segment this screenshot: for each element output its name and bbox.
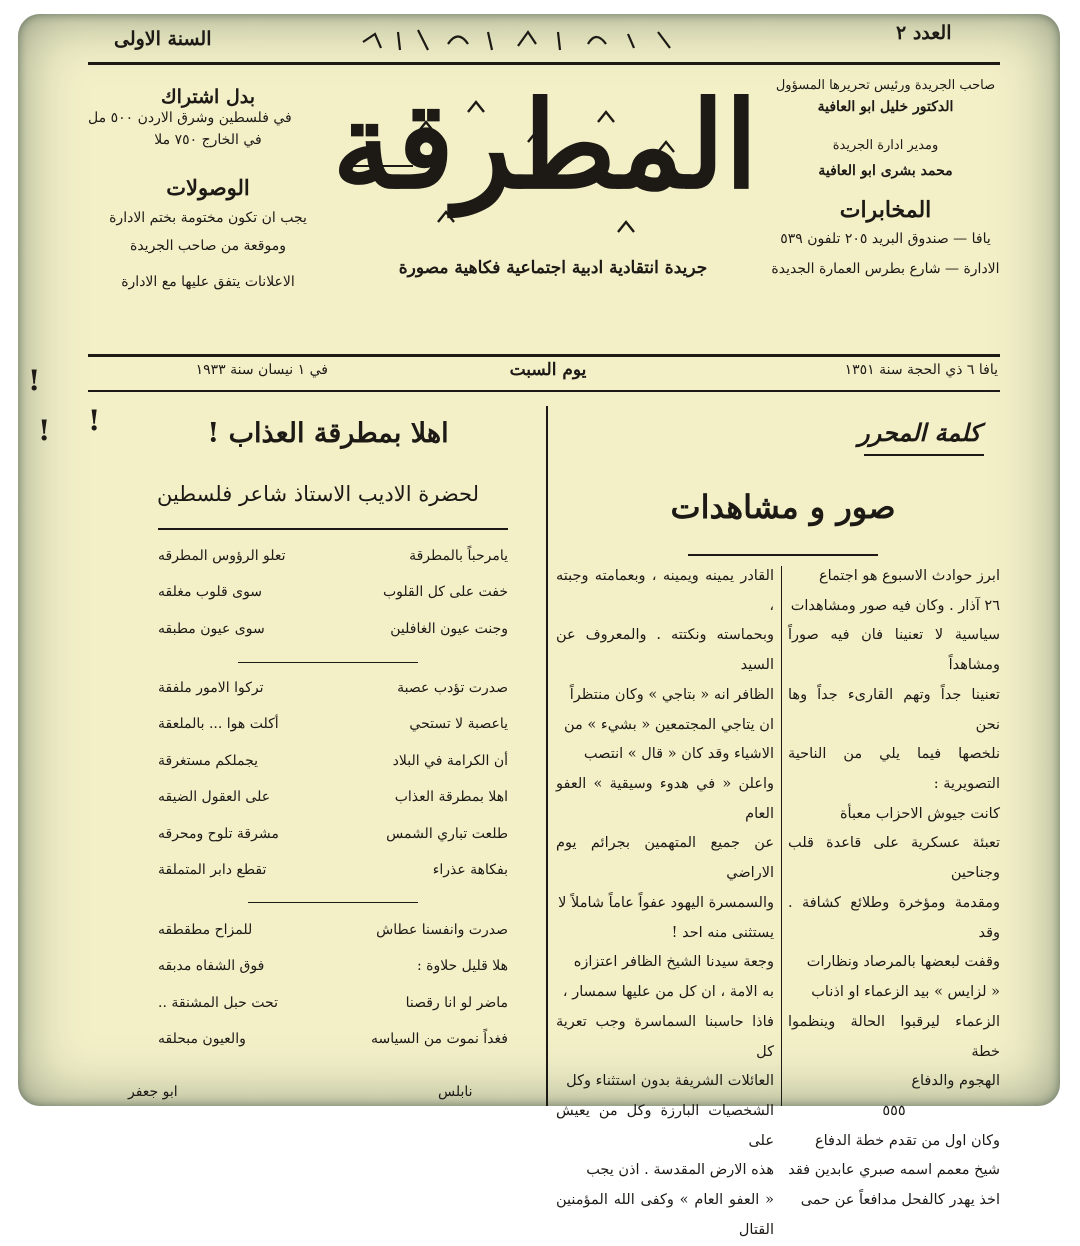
masthead-title: المطرقة — [332, 75, 758, 216]
column-line: والسمسرة اليهود عفواً عاماً شاملاً لا — [558, 894, 774, 911]
column-line: الزعماء ليرقبوا الحالة وينظموا خطة — [788, 1013, 1000, 1060]
poem-byline: لحضرة الاديب الاستاذ شاعر فلسطين — [157, 482, 479, 506]
manager-name: محمد بشرى ابو العافية — [818, 163, 953, 180]
margin-mark: ! — [38, 414, 51, 447]
manager-label: ومدير ادارة الجريدة — [832, 138, 939, 154]
correspondence-line-1: يافا — صندوق البريد ٢٠٥ تلفون ٥٣٩ — [780, 230, 991, 247]
dateline-gregorian: في ١ نيسان سنة ١٩٣٣ — [195, 362, 328, 378]
poem-verse — [158, 538, 508, 574]
verse-first-half: أن الكرامة في البلاد — [392, 752, 508, 769]
owner-name: الدكتور خليل ابو العافية — [817, 98, 954, 115]
byline-underline — [158, 528, 508, 530]
column-line: ٥٥٥ — [882, 1102, 906, 1119]
poem-sign-name: ابو جعفر — [128, 1084, 178, 1100]
dateline-day: يوم السبت — [509, 360, 587, 380]
verse-second-half: أكلت هوا ... بالملعقة — [158, 716, 279, 733]
column-line: شيخ معمم اسمه صبري عابدين فقد — [788, 1162, 1000, 1179]
verse-first-half: ماضر لو انا رقصنا — [405, 994, 508, 1011]
column-line: سياسية لا تعنينا فان فيه صوراً ومشاهداً — [788, 627, 1000, 674]
editorial-column-b — [556, 562, 774, 1246]
margin-mark: ! — [88, 404, 101, 437]
column-line: « العفو العام » وكفى الله المؤمنين القتال — [556, 1192, 774, 1238]
verse-second-half: تركوا الامور ملفقة — [158, 680, 264, 696]
column-line: هذه الارض المقدسة . اذن يجب — [586, 1162, 774, 1179]
issue-number: العدد ٢ — [896, 22, 952, 44]
verse-second-half: للمزاح مطقطقه — [158, 922, 253, 938]
verse-second-half: فوق الشفاه مدبقه — [158, 958, 265, 975]
masthead-ornaments — [378, 92, 728, 242]
verse-second-half: يجملكم مستغرقة — [158, 752, 259, 769]
column-line: نلخصها فيما يلي من الناحية التصويرية : — [788, 746, 1000, 793]
stanza-divider-2 — [248, 902, 418, 903]
verse-second-half: على العقول الضيقه — [158, 789, 271, 806]
top-rule — [88, 62, 1000, 65]
column-line: الهجوم والدفاع — [911, 1073, 1000, 1090]
verse-first-half: وجنت عيون الغافلين — [390, 620, 508, 637]
poem-verse — [158, 912, 508, 948]
poem-verse — [158, 574, 508, 610]
margin-mark: ! — [28, 364, 41, 397]
receipts-line-1: يجب ان تكون مختومة بختم الادارة — [109, 210, 307, 227]
column-line: الشخصيات البارزة وكل من يعيش على — [556, 1102, 774, 1149]
masthead — [332, 75, 758, 296]
verse-second-half: مشرقة تلوح ومحرقه — [158, 825, 279, 842]
dateline-bottom-rule — [88, 390, 1000, 392]
correspondence-line-2: الادارة — شارع بطرس العمارة الجديدة — [771, 260, 1000, 277]
verse-first-half: طلعت تباري الشمس — [386, 825, 508, 842]
verse-first-half: صدرت تؤدب عصبة — [397, 680, 508, 696]
column-line: به الامة ، ان كل من عليها سمسار ، — [562, 984, 774, 1001]
column-line: ومقدمة ومؤخرة وطلائع كشافة . وقد — [788, 894, 1000, 941]
section-label: كلمة المحرر — [858, 418, 981, 447]
verse-second-half: تحت حبل المشنقة .. — [158, 994, 278, 1011]
column-line: وجعة سيدنا الشيخ الظافر اعتزازه — [573, 954, 774, 971]
verse-second-half: تقطع دابر المتملقة — [158, 861, 267, 878]
column-line: ٢٦ آذار . وكان فيه صور ومشاهدات — [790, 597, 1000, 614]
poem-verse — [158, 743, 508, 779]
poem-verse — [158, 706, 508, 742]
subscription-abroad: في الخارج ٧٥٠ ملا — [154, 131, 262, 148]
verse-first-half: صدرت وانفسنا عطاش — [376, 922, 508, 938]
correspondence-title: المخابرات — [839, 196, 932, 223]
column-line: عن جميع المتهمين بجرائم يوم الاراضي — [556, 835, 774, 882]
poem-sign-place: نابلس — [438, 1084, 473, 1100]
verse-second-half: سوى عيون مطبقه — [158, 620, 265, 637]
column-line: العائلات الشريفة بدون استثناء وكل — [566, 1073, 774, 1090]
column-line: اخذ يهدر كالفحل مدافعاً عن حمى — [800, 1192, 1000, 1209]
column-line: « لزايس » بيد الزعماء او اذناب — [811, 984, 1000, 1001]
editorial-column-a — [788, 562, 1000, 1216]
newspaper-page — [18, 14, 1060, 1238]
poem-verse — [158, 1021, 508, 1057]
inner-column-divider — [781, 566, 782, 1106]
verse-first-half: بفكاهة عذراء — [432, 861, 508, 878]
poem-verse — [158, 779, 508, 815]
poem-verse — [158, 670, 508, 706]
poem-stanza-2 — [158, 670, 508, 888]
column-line: وقفت لبعضها بالمرصاد ونظارات — [806, 954, 1000, 971]
verse-second-half: تعلو الرؤوس المطرقه — [158, 548, 286, 564]
column-line: تعبئة عسكرية على قاعدة قلب وجناحين — [788, 835, 1000, 882]
poem-verse — [158, 985, 508, 1021]
handwritten-scribble — [358, 24, 688, 54]
poem-stanza-1 — [158, 538, 508, 647]
year-label: السنة الاولى — [114, 28, 212, 50]
masthead-tagline: جريدة انتقادية ادبية اجتماعية فكاهية مصورة — [398, 258, 708, 278]
column-line: تعنينا جداً وتهم القارىء جداً وها نحن — [788, 686, 1000, 733]
verse-first-half: خفت على كل القلوب — [382, 584, 508, 601]
column-line: ان يتاجي المجتمعين « بشيء » من — [564, 716, 774, 733]
subscription-box — [88, 86, 328, 293]
verse-first-half: ياعصبة لا تستحي — [409, 716, 508, 733]
poem-headline: اهلا بمطرقة العذاب ! — [207, 418, 449, 449]
receipts-title: الوصولات — [166, 175, 250, 201]
column-line: وبحماسته ونكتته . والمعروف عن السيد — [556, 627, 774, 674]
subscription-local: في فلسطين وشرق الاردن ٥٠٠ مل — [88, 110, 292, 126]
ads-line: الاعلانات يتفق عليها مع الادارة — [121, 273, 295, 290]
column-line: وكان اول من تقدم خطة الدفاع — [814, 1132, 1000, 1149]
owner-label: صاحب الجريدة ورئيس تحريرها المسؤول — [775, 78, 996, 93]
column-line: ابرز حوادث الاسبوع هو اجتماع — [818, 568, 1000, 584]
verse-second-half: والعيون مبحلقه — [158, 1031, 246, 1048]
verse-second-half: سوى قلوب مغلقه — [158, 584, 263, 601]
poem-verse — [158, 948, 508, 984]
column-line: فاذا حاسبنا السماسرة وجب تعرية كل — [556, 1013, 774, 1060]
column-line: واعلن « في هدوء وسيقية » العفو العام — [556, 776, 774, 822]
column-line: الظافر انه « بتاجي » وكان منتظراً — [569, 686, 774, 703]
poem-verse — [158, 852, 508, 888]
subscription-title: بدل اشتراك — [160, 86, 256, 108]
column-line: يستثنى منه احد ! — [671, 924, 774, 941]
verse-first-half: اهلا بمطرقة العذاب — [394, 789, 508, 806]
poem-verse — [158, 816, 508, 852]
poem-stanza-3 — [158, 912, 508, 1058]
receipts-line-2: وموقعة من صاحب الجريدة — [129, 238, 286, 255]
column-divider — [546, 406, 548, 1106]
verse-first-half: يامرحباً بالمطرقة — [409, 548, 508, 564]
header-bottom-rule — [88, 354, 1000, 357]
column-line: القادر يمينه ويمينه ، وبعمامته وجبته ، — [556, 568, 774, 614]
column-line: الاشياء وقد كان « قال » انتصب — [583, 746, 774, 763]
stanza-divider-1 — [238, 662, 418, 663]
poem-verse — [158, 611, 508, 647]
editorial-info-box — [768, 76, 1003, 280]
section-label-underline — [864, 454, 984, 456]
column-line: كانت جيوش الاحزاب معبأة — [839, 805, 1000, 822]
verse-first-half: فغداً نموت من السياسه — [371, 1031, 508, 1048]
editorial-headline: صور و مشاهدات — [670, 488, 896, 526]
dateline-hijri: يافا ٦ ذي الحجة سنة ١٣٥١ — [844, 362, 998, 378]
verse-first-half: هلا قليل حلاوة : — [416, 958, 508, 975]
headline-underline — [688, 554, 878, 556]
